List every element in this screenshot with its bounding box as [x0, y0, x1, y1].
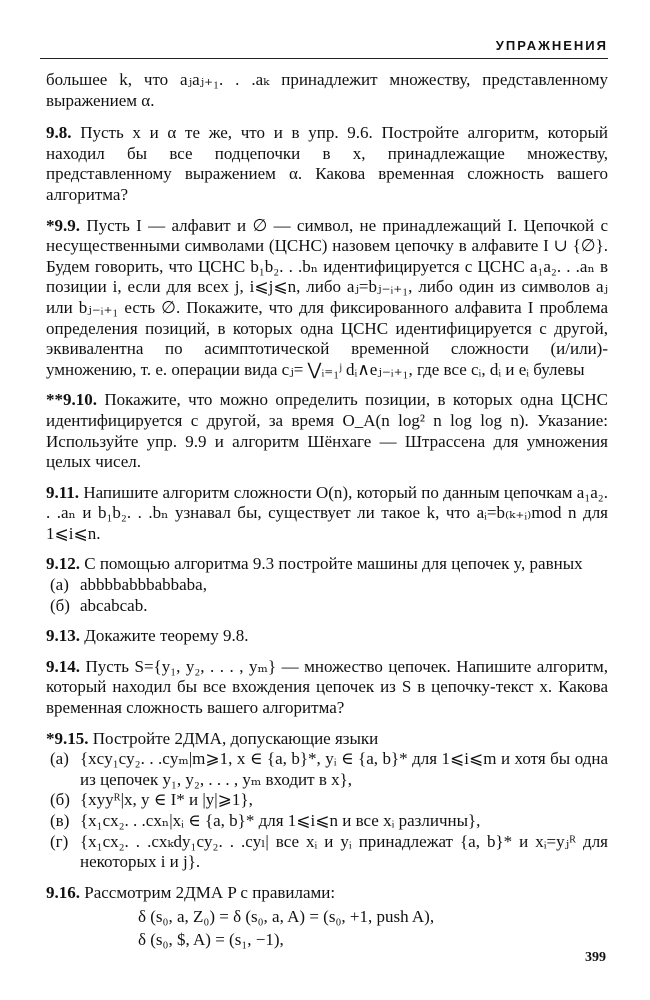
exercise-number: 9.11.: [46, 482, 80, 502]
exercise-text: Постройте 2ДМА, допускающие языки: [92, 728, 379, 748]
list-item-text: {xcy₁cy₂. . .cyₘ|m⩾1, x ∈ {a, b}*, yᵢ ∈ {a, b}* для 1⩽i⩽m и хотя бы одна из цепочек y₁, y₂, . . . , yₘ входит в x},: [80, 749, 608, 789]
list-item-label: (б): [50, 595, 70, 615]
list-item-text: {x₁cx₂. . .cxₙ|xᵢ ∈ {a, b}* для 1⩽i⩽n и все xᵢ различны},: [80, 811, 481, 830]
list-item: [46, 790, 608, 811]
list-item-text: abbbbabbbabbaba,: [80, 575, 207, 595]
exercise-number: **9.10.: [46, 390, 97, 410]
exercise-9-11: [46, 483, 608, 545]
exercise-text: Пусть S={y₁, y₂, . . . , yₘ} — множество цепочек. Напишите алгоритм, который находил бы все вхождения цепочек из S в цепочку-текст x. Какова временная сложность вашего алгоритма?: [46, 656, 609, 718]
page-content: [46, 70, 608, 951]
exercise-number: 9.13.: [46, 626, 80, 646]
exercise-text: Рассмотрим 2ДМА P с правилами:: [84, 882, 336, 902]
list-9-12: [46, 575, 608, 616]
list-item-text: {x₁cx₂. . .cxₖdy₁cy₂. . .cyₗ| все xᵢ и yᵢ принадлежат {a, b}* и xᵢ=yⱼᴿ для некоторых i и j}.: [80, 831, 608, 872]
list-item: [46, 811, 608, 832]
list-item: [46, 575, 608, 596]
list-item: [46, 596, 608, 617]
header-rule: [40, 58, 608, 59]
list-item-label: (а): [50, 575, 69, 595]
exercise-number: 9.8.: [46, 123, 72, 143]
exercise-text: Докажите теорему 9.8.: [84, 626, 249, 646]
running-head: [40, 38, 608, 58]
exercise-9-10: [46, 390, 608, 472]
list-item-text: {xyyᴿ|x, y ∈ I* и |y|⩾1},: [80, 790, 253, 810]
exercise-9-13: [46, 626, 608, 647]
list-9-15: [46, 749, 608, 873]
formula-line: δ (s₀, a, Z₀) = δ (s₀, a, A) = (s₀, +1, push A),: [138, 907, 435, 927]
list-item: [46, 749, 608, 790]
exercise-number: 9.16.: [46, 882, 80, 902]
exercise-9-14: [46, 657, 608, 719]
paragraph-text: большее k, что aⱼaⱼ₊₁. . .aₖ принадлежит множеству, представленному выражением α.: [46, 70, 608, 110]
formula-line: δ (s₀, $, A) = (s₁, −1),: [138, 929, 284, 949]
exercise-9-16: [46, 883, 608, 904]
running-title: УПРАЖНЕНИЯ: [495, 38, 608, 53]
exercise-number: 9.14.: [46, 656, 80, 676]
list-item-label: (б): [50, 790, 70, 810]
exercise-text: Пусть x и α те же, что и в упр. 9.6. Постройте алгоритм, который находил бы все подцепочки в x, принадлежащие множеству, представленному выражением α. Какова временная сложность вашего алгоритма?: [46, 123, 609, 204]
list-item-text: abcabcab.: [80, 595, 148, 615]
exercise-9-8: [46, 123, 608, 205]
list-item-label: (в): [50, 811, 70, 830]
exercise-text: Пусть I — алфавит и ∅ — символ, не принадлежащий I. Цепочкой с несущественными символами (ЦСНС) назовем цепочку в алфавите I ∪ {∅}. Будем говорить, что ЦСНС b₁b₂. . .bₙ идентифицируется с ЦСНС a₁a₂. . .aₙ в позиции i, если для всех j, i⩽j⩽n, либо aⱼ=bⱼ₋ᵢ₊₁, либо один из символов aⱼ или bⱼ₋ᵢ₊₁ есть ∅. Покажите, что для фиксированного алфавита I проблема определения позиций, в которых одна ЦСНС идентифицируется с другой, эквивалентна по асимптотической временной сложности (и/или)-умножению, т. е. операции вида cⱼ= ⋁ᵢ₌₁ʲ dᵢ∧eⱼ₋ᵢ₊₁, где все cᵢ, dᵢ и eᵢ булевы: [46, 215, 609, 379]
page-number: 399: [585, 950, 606, 965]
exercise-text: С помощью алгоритма 9.3 постройте машины для цепочек y, равных: [84, 554, 583, 574]
paragraph-continuation: [46, 70, 608, 111]
exercise-number: *9.15.: [46, 728, 89, 748]
exercise-number: *9.9.: [46, 215, 80, 235]
exercise-9-9: [46, 216, 608, 381]
exercise-9-12: [46, 554, 608, 575]
list-item: [46, 832, 608, 873]
list-item-label: (г): [50, 831, 69, 851]
list-item-label: (а): [50, 749, 69, 769]
exercise-number: 9.12.: [46, 554, 80, 574]
exercise-text: Напишите алгоритм сложности O(n), который по данным цепочкам a₁a₂. . .aₙ и b₁b₂. . .bₙ узнавал бы, существует ли такое k, что aᵢ=b₍ₖ₊ᵢ₎mod n для 1⩽i⩽n.: [46, 482, 608, 543]
exercise-text: Покажите, что можно определить позиции, в которых одна ЦСНС идентифицируется с другой, за время O_A(n log² n log log n). Указание: Используйте упр. 9.9 и алгоритм Шёнхаге — Штрассена для умножения целых чисел.: [46, 390, 609, 472]
exercise-9-15: [46, 729, 608, 750]
